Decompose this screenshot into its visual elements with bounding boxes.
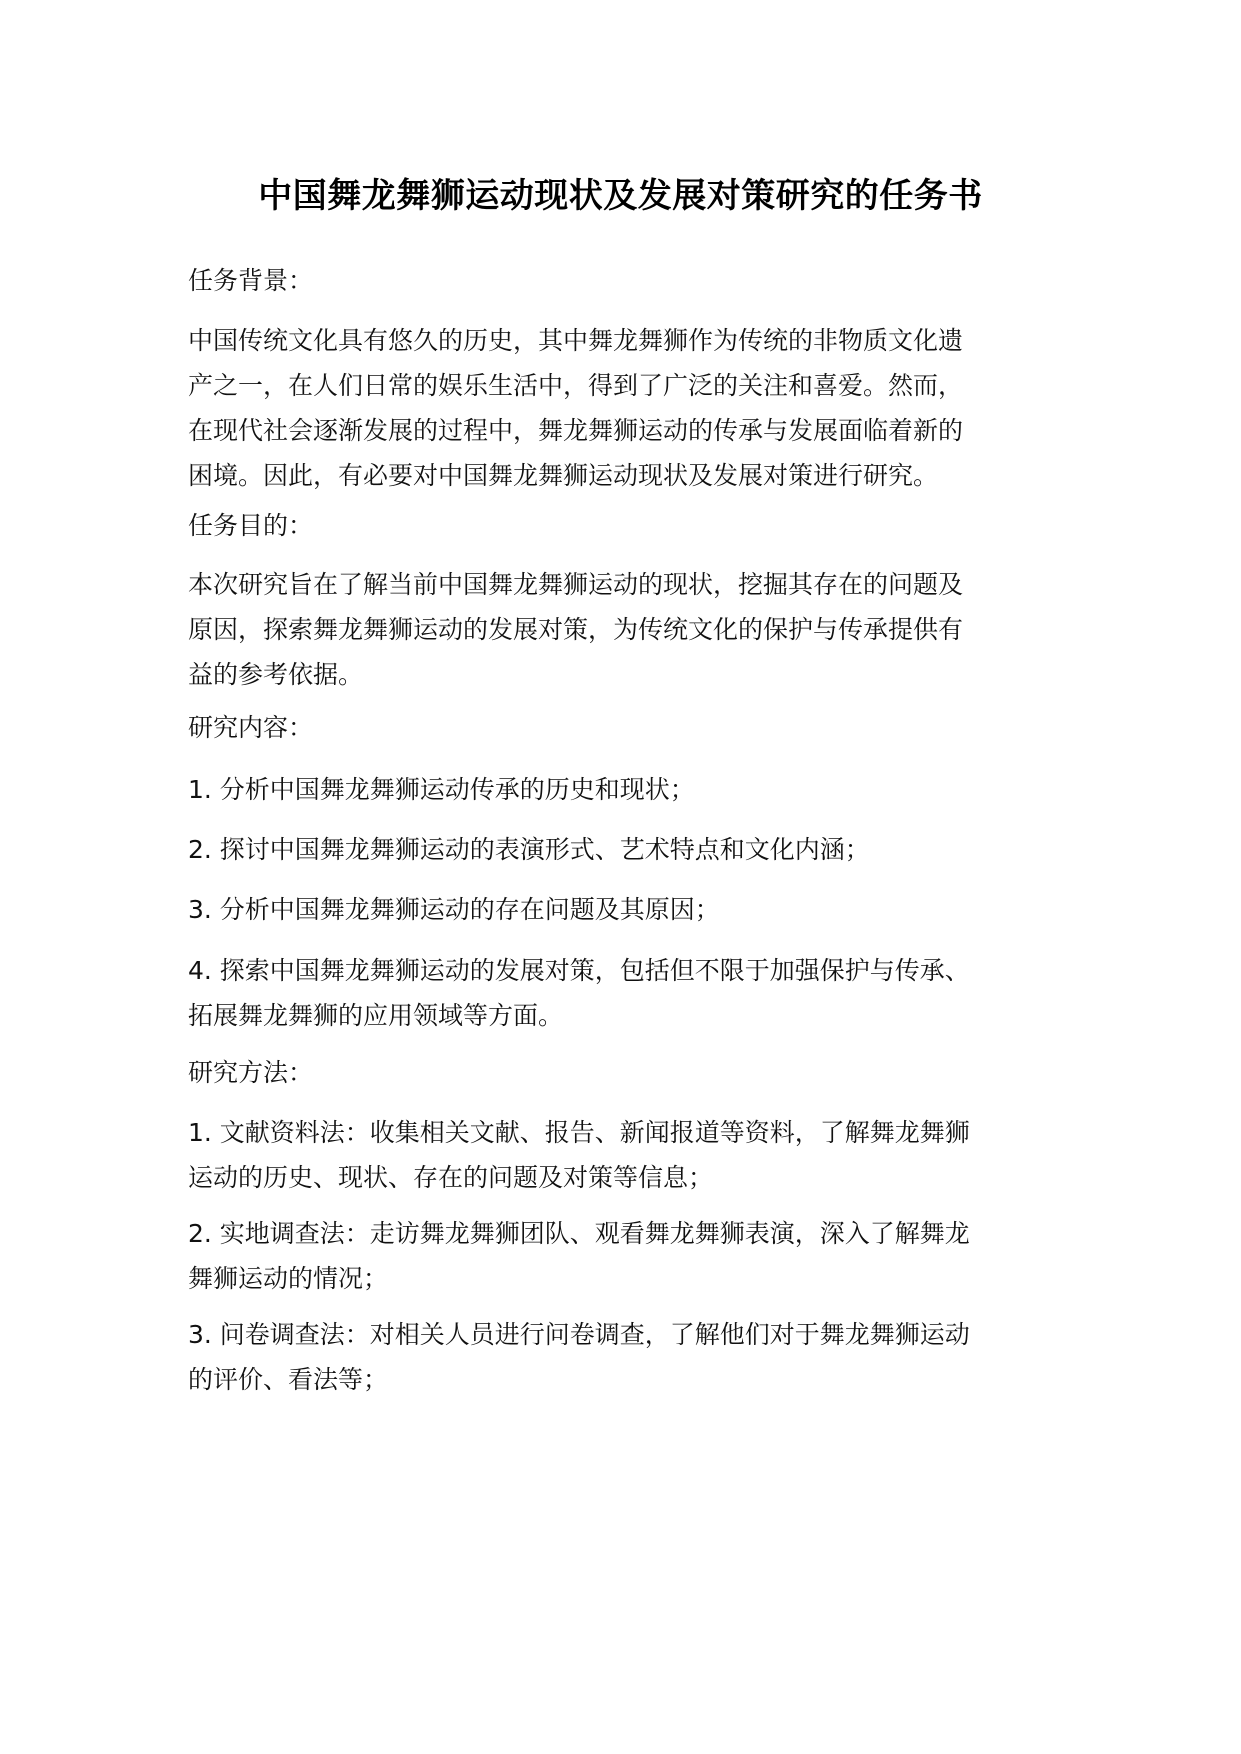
background-paragraph (188, 318, 1040, 498)
text-line: 益的参考依据。 (188, 660, 364, 689)
text-line: 1. 文献资料法：收集相关文献、报告、新闻报道等资料，了解舞龙舞狮 (188, 1118, 970, 1147)
text-line: 的评价、看法等； (188, 1365, 389, 1394)
content-list-item (188, 948, 1040, 1038)
text-line: 拓展舞龙舞狮的应用领域等方面。 (188, 1001, 564, 1030)
text-line: 本次研究旨在了解当前中国舞龙舞狮运动的现状，挖掘其存在的问题及 (188, 570, 964, 599)
purpose-paragraph (188, 562, 1040, 697)
text-line: 运动的历史、现状、存在的问题及对策等信息； (188, 1163, 714, 1192)
text-line: 原因，探索舞龙舞狮运动的发展对策，为传统文化的保护与传承提供有 (188, 615, 964, 644)
document-title: 中国舞龙舞狮运动现状及发展对策研究的任务书 (258, 176, 983, 216)
text-line: 3. 问卷调查法：对相关人员进行问卷调查，了解他们对于舞龙舞狮运动 (188, 1320, 970, 1349)
text-line: 2. 探讨中国舞龙舞狮运动的表演形式、艺术特点和文化内涵； (188, 835, 870, 864)
text-line: 在现代社会逐渐发展的过程中，舞龙舞狮运动的传承与发展面临着新的 (188, 416, 964, 445)
text-line: 舞狮运动的情况； (188, 1264, 389, 1293)
method-list-item (188, 1312, 1040, 1402)
content-list-item (188, 827, 1040, 872)
method-list-item (188, 1211, 1040, 1301)
section-heading-content: 研究内容： (188, 713, 314, 742)
text-line: 4. 探索中国舞龙舞狮运动的发展对策，包括但不限于加强保护与传承、 (188, 956, 970, 985)
text-line: 产之一，在人们日常的娱乐生活中，得到了广泛的关注和喜爱。然而， (188, 371, 964, 400)
section-heading-purpose: 任务目的： (188, 511, 314, 540)
text-line: 2. 实地调查法：走访舞龙舞狮团队、观看舞龙舞狮表演，深入了解舞龙 (188, 1219, 970, 1248)
content-list-item (188, 887, 1040, 932)
section-heading-method: 研究方法： (188, 1058, 314, 1087)
method-list-item (188, 1110, 1040, 1200)
content-list-item (188, 767, 1040, 812)
text-line: 1. 分析中国舞龙舞狮运动传承的历史和现状； (188, 775, 695, 804)
text-line: 困境。因此，有必要对中国舞龙舞狮运动现状及发展对策进行研究。 (188, 461, 939, 490)
text-line: 中国传统文化具有悠久的历史，其中舞龙舞狮作为传统的非物质文化遗 (188, 326, 964, 355)
text-line: 3. 分析中国舞龙舞狮运动的存在问题及其原因； (188, 895, 720, 924)
section-heading-background: 任务背景： (188, 266, 314, 295)
